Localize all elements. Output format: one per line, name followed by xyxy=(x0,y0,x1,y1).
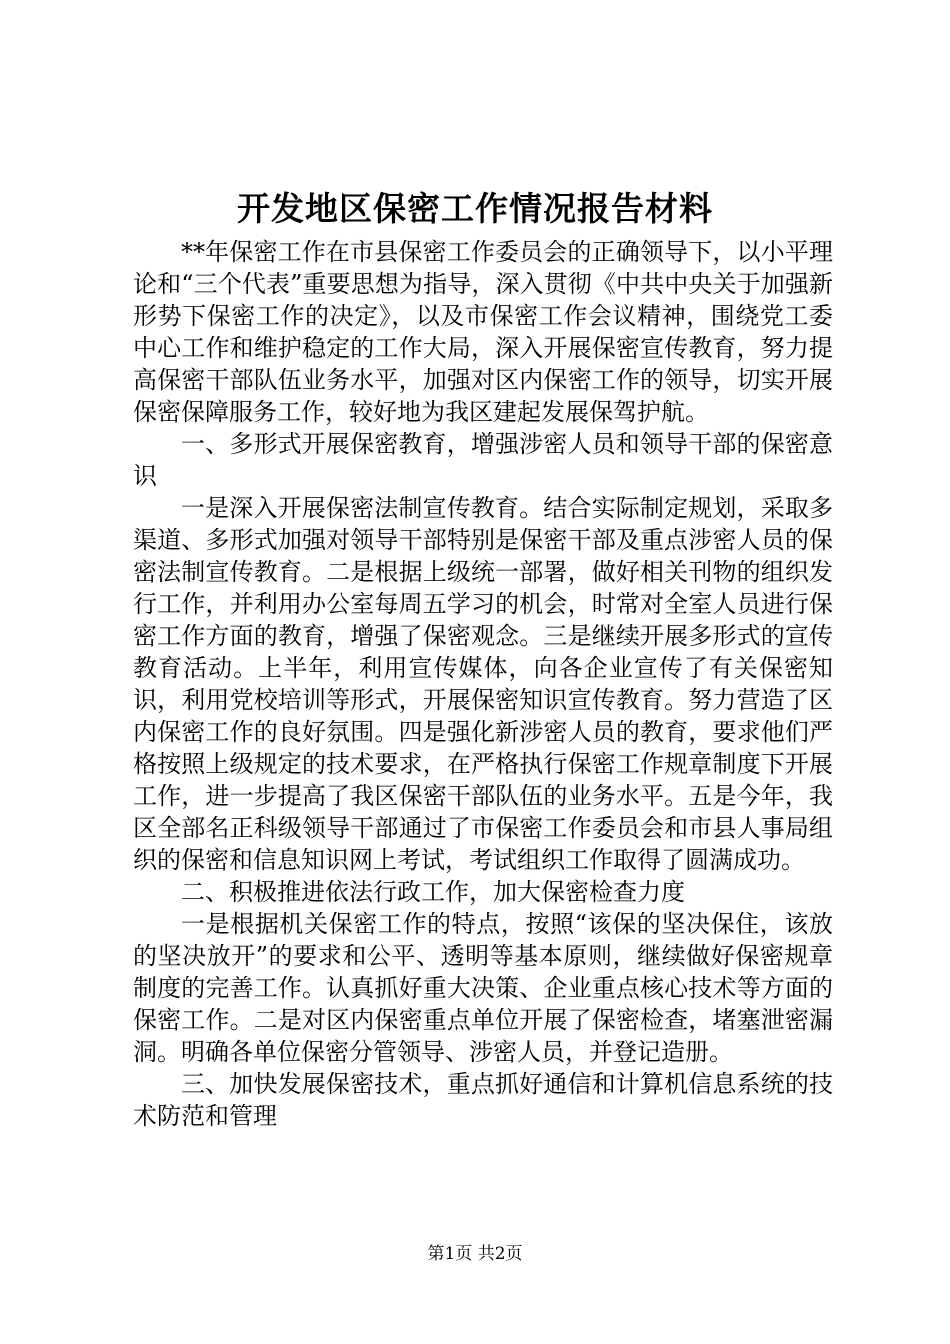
paragraph-section-1: 一是深入开展保密法制宣传教育。结合实际制定规划，采取多渠道、多形式加强对领导干部特别是保密干部及重点涉密人员的保密法制宣传教育。二是根据上级统一部署，做好相关刊物的组织发行工作，并利用办公室每周五学习的机会，时常对全室人员进行保密工作方面的教育，增强了保密观念。三是继续开展多形式的宣传教育活动。上半年，利用宣传媒体，向各企业宣传了有关保密知识，利用党校培训等形式，开展保密知识宣传教育。努力营造了区内保密工作的良好氛围。四是强化新涉密人员的教育，要求他们严格按照上级规定的技术要求，在严格执行保密工作规章制度下开展工作，进一步提高了我区保密干部队伍的业务水平。五是今年，我区全部名正科级领导干部通过了市保密工作委员会和市县人事局组织的保密和信息知识网上考试，考试组织工作取得了圆满成功。 xyxy=(133,494,833,874)
paragraph-intro: **年保密工作在市县保密工作委员会的正确领导下，以小平理论和“三个代表”重要思想为指导，深入贯彻《中共中央关于加强新形势下保密工作的决定》，以及市保密工作会议精神，围绕党工委中心工作和维护稳定的工作大局，深入开展保密宣传教育，努力提高保密干部队伍业务水平，加强对区内保密工作的领导，切实开展保密保障服务工作，较好地为我区建起发展保驾护航。 xyxy=(133,238,833,426)
section-heading-3: 三、加快发展保密技术，重点抓好通信和计算机信息系统的技术防范和管理 xyxy=(133,1070,833,1130)
document-title: 开发地区保密工作情况报告材料 xyxy=(237,189,713,228)
page-number-footer: 第1页 共2页 xyxy=(427,1244,523,1264)
section-heading-2: 二、积极推进依法行政工作，加大保密检查力度 xyxy=(181,878,685,906)
paragraph-section-2: 一是根据机关保密工作的特点，按照“该保的坚决保住，该放的坚决放开”的要求和公平、透明等基本原则，继续做好保密规章制度的完善工作。认真抓好重大决策、企业重点核心技术等方面的保密工作。二是对区内保密重点单位开展了保密检查，堵塞泄密漏洞。明确各单位保密分管领导、涉密人员，并登记造册。 xyxy=(133,910,833,1066)
document-body xyxy=(133,236,833,1132)
section-heading-1: 一、多形式开展保密教育，增强涉密人员和领导干部的保密意识 xyxy=(133,430,833,490)
